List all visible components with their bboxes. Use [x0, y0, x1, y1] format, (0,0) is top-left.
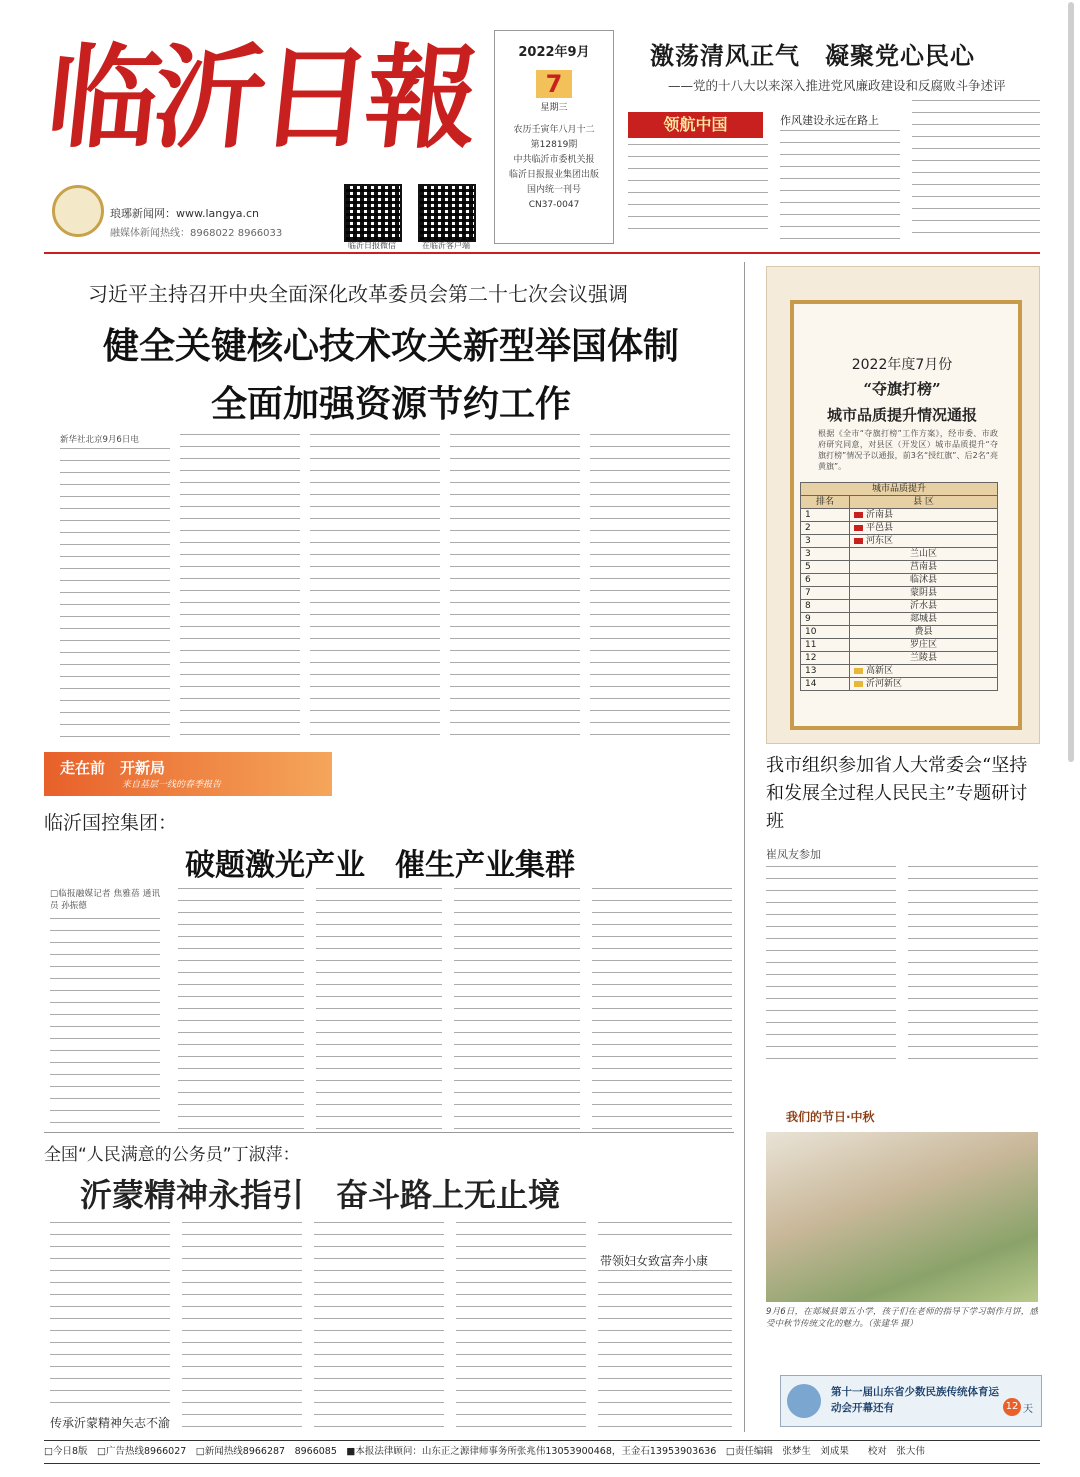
feature-body-col-3 [316, 888, 442, 1130]
top-subheadline: ——党的十八大以来深入推进党风廉政建设和反腐败斗争述评 [668, 78, 1006, 93]
table-row: 6 临沭县 [801, 574, 998, 587]
lead-body-col-5 [590, 434, 730, 738]
table-row: 12 兰陵县 [801, 652, 998, 665]
news-photo[interactable] [766, 1132, 1038, 1302]
banner-subtitle: 来自基层一线的春季报告 [122, 780, 222, 790]
divider [44, 1132, 734, 1133]
third-body-col-5 [598, 1222, 732, 1246]
emblem-icon [52, 185, 104, 237]
red-flag-icon [854, 525, 863, 531]
third-subhead: 带领妇女致富奔小康 [600, 1254, 709, 1268]
feature-body-col-4 [454, 888, 580, 1130]
section-banner [44, 752, 332, 796]
yellow-flag-icon [854, 681, 863, 687]
lead-body-col-4 [450, 434, 580, 738]
countdown-ad[interactable] [780, 1375, 1042, 1427]
table-row: 8 沂水县 [801, 600, 998, 613]
section-tag: 领航中国 [628, 112, 763, 138]
games-logo-icon [787, 1384, 821, 1418]
issue-number: 第12819期 [530, 140, 578, 150]
poster-title: 城市品质提升情况通报 [826, 406, 977, 424]
banner-title: 走在前 开新局 [60, 759, 166, 777]
table-row: 2 平邑县 [801, 522, 998, 535]
table-row: 14 沂河新区 [801, 678, 998, 691]
lead-body-col-2 [180, 434, 300, 738]
third-headline[interactable]: 沂蒙精神永指引 奋斗路上无止境 [80, 1176, 561, 1214]
publisher-2: 临沂日报报业集团出版 [508, 170, 599, 180]
masthead-rule [44, 252, 1040, 254]
table-title: 城市品质提升 [801, 483, 998, 496]
col-rank: 排名 [801, 496, 850, 509]
table-row: 1 沂南县 [801, 509, 998, 522]
feature-body-col-2 [178, 888, 304, 1130]
publisher-1: 中共临沂市委机关报 [513, 155, 595, 165]
weekday: 星期三 [540, 103, 568, 113]
table-row: 11 罗庄区 [801, 639, 998, 652]
top-headline[interactable]: 激荡清风正气 凝聚党心民心 [650, 41, 975, 70]
third-body-col-5b [598, 1270, 732, 1432]
poster-year: 2022年度7月份 [851, 357, 953, 373]
photo-label: 我们的节日·中秋 [786, 1110, 875, 1124]
issn-code: CN37-0047 [528, 200, 580, 210]
lunar-date: 农历壬寅年八月十二 [513, 125, 595, 135]
qr-caption-1: 临沂日报微信 [348, 241, 396, 250]
top-column-head: 作风建设永远在路上 [780, 114, 879, 127]
third-body-col-3 [314, 1222, 444, 1432]
table-row: 9 郯城县 [801, 613, 998, 626]
qr-code-icon [344, 184, 402, 242]
lead-body-col-1 [60, 448, 170, 738]
feature-kicker: 临沂国控集团： [44, 812, 178, 834]
date-box [494, 30, 614, 244]
site-url[interactable]: 琅琊新闻网：www.langya.cn [110, 207, 259, 220]
masthead-logo: 临沂日報 [41, 33, 479, 164]
table-row: 10 费县 [801, 626, 998, 639]
lead-body-col-3 [310, 434, 440, 738]
third-body-col-2 [182, 1222, 302, 1432]
countdown-number: 12 [1003, 1398, 1021, 1416]
table-row: 7 蒙阴县 [801, 587, 998, 600]
third-body-col-1 [50, 1222, 170, 1412]
red-flag-icon [854, 512, 863, 518]
top-body-text [912, 100, 1040, 240]
table-row: 3 河东区 [801, 535, 998, 548]
right-body-col-2 [908, 866, 1038, 1066]
lead-headline-2[interactable]: 全面加强资源节约工作 [210, 383, 571, 425]
year-month: 2022年9月 [518, 45, 590, 60]
footer-bar: □今日8版 □广告热线8966027 □新闻热线8966287 8966085 ■本报法律顾问：山东正之源律师事务所张兆伟13053900468，王金石13953903636 □责任编辑 张梦生 刘成果 校对 张大伟 [44, 1440, 1040, 1464]
top-body-text [780, 130, 900, 240]
ad-text: 第十一届山东省少数民族传统体育运动会开幕还有 [831, 1386, 999, 1414]
countdown-unit: 天 [1023, 1404, 1033, 1415]
red-flag-icon [854, 538, 863, 544]
qr-caption-2: 在临沂客户端 [422, 241, 470, 250]
feature-byline: □临报融媒记者 焦雅蓓 通讯员 孙振德 [50, 889, 160, 911]
ranking-table [800, 482, 998, 691]
lead-kicker: 习近平主持召开中央全面深化改革委员会第二十七次会议强调 [88, 282, 628, 306]
feature-headline[interactable]: 破题激光产业 催生产业集群 [185, 848, 575, 883]
poster-note: 根据《全市“夺旗打榜”工作方案》，经市委、市政府研究同意，对县区（开发区）城市品质提升“夺旗打榜”情况予以通报，前3名“授红旗”、后2名“亮黄旗”。 [818, 429, 998, 471]
lead-dateline: 新华社北京9月6日电 [60, 435, 139, 445]
column-divider [744, 262, 745, 1432]
feature-body-col-5 [592, 888, 732, 1130]
right-byline: 崔凤友参加 [766, 848, 821, 861]
photo-caption: 9月6日，在郯城县第五小学，孩子们在老师的指导下学习制作月饼，感受中秋节传统文化的魅力。（张建华 摄） [766, 1307, 1038, 1329]
top-body-text [628, 144, 768, 240]
right-headline[interactable]: 我市组织参加省人大常委会“坚持和发展全过程人民民主”专题研讨班 [766, 755, 1028, 832]
table-row: 5 莒南县 [801, 561, 998, 574]
right-body-col-1 [766, 866, 896, 1066]
qr-code-icon [418, 184, 476, 242]
hotline: 融媒体新闻热线：8968022 8966033 [110, 228, 283, 239]
feature-body-col-1 [50, 918, 160, 1130]
table-row: 3 兰山区 [801, 548, 998, 561]
poster-campaign: “夺旗打榜” [863, 380, 941, 398]
third-tail: 传承沂蒙精神矢志不渝 [50, 1416, 171, 1430]
col-county: 县 区 [850, 496, 998, 509]
lead-headline-1[interactable]: 健全关键核心技术攻关新型举国体制 [102, 325, 679, 367]
day-number: 7 [536, 70, 572, 98]
table-row: 13 高新区 [801, 665, 998, 678]
yellow-flag-icon [854, 668, 863, 674]
third-body-col-4 [456, 1222, 586, 1432]
issn-label: 国内统一刊号 [526, 185, 581, 195]
scrollbar[interactable] [1068, 2, 1074, 762]
third-kicker: 全国“人民满意的公务员”丁淑萍： [44, 1145, 300, 1165]
